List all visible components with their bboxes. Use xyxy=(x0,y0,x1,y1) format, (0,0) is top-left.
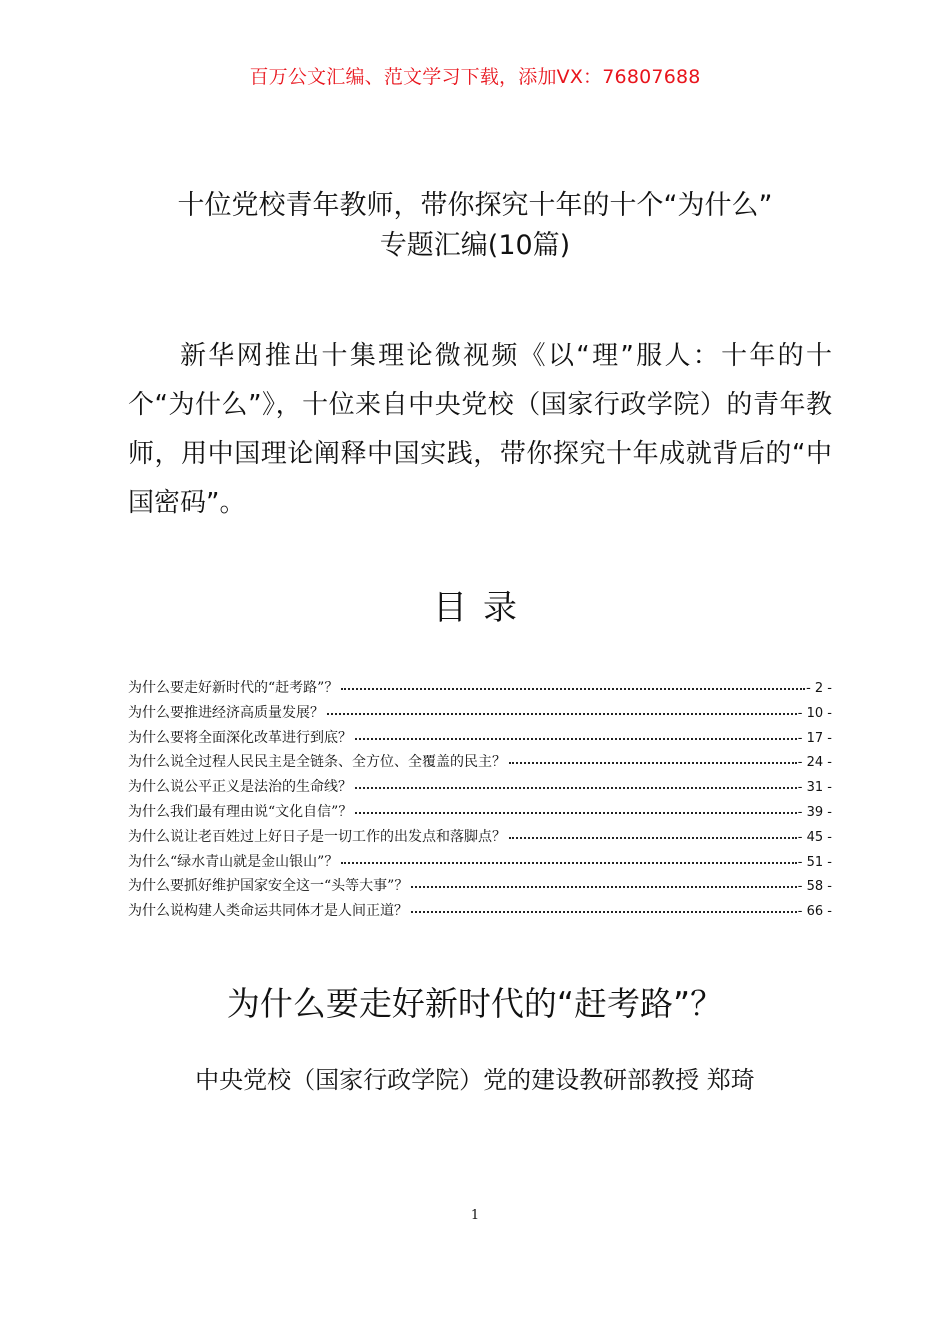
toc-entry-title: 为什么要走好新时代的“赶考路”？ xyxy=(128,680,339,696)
article-title: 为什么要走好新时代的“赶考路”？ xyxy=(226,984,724,1023)
toc-entry-page: - 66 - xyxy=(797,904,832,920)
header-note: 百万公文汇编、范文学习下载，添加VX：76807688 xyxy=(249,66,701,88)
document-title-line-1: 十位党校青年教师，带你探究十年的十个“为什么” xyxy=(177,190,773,221)
toc-entry-page: - 31 - xyxy=(797,780,832,796)
document-title-line-2: 专题汇编(10篇) xyxy=(379,230,571,261)
toc-entry-page: - 39 - xyxy=(797,804,832,820)
toc-entry[interactable] xyxy=(128,677,832,702)
toc-dot-leader xyxy=(355,811,796,814)
toc-entry-title: 为什么要抓好维护国家安全这一“头等大事”？ xyxy=(128,878,409,895)
toc-dot-leader xyxy=(355,786,797,789)
toc-entry-title: 为什么说构建人类命运共同体才是人间正道？ xyxy=(128,903,408,920)
toc-entry-title: 为什么说全过程人民民主是全链条、全方位、全覆盖的民主？ xyxy=(128,754,506,771)
toc-entry-title: 为什么“绿水青山就是金山银山”？ xyxy=(128,853,339,870)
toc-entry-page: - 17 - xyxy=(797,730,832,746)
toc-dot-leader xyxy=(411,910,797,913)
toc-entry[interactable] xyxy=(128,727,832,752)
toc-dot-leader xyxy=(341,861,796,864)
toc-entry-page: - 24 - xyxy=(797,755,832,771)
toc-entry[interactable] xyxy=(128,900,832,925)
toc-entry[interactable] xyxy=(128,875,832,900)
toc-entry-title: 为什么说公平正义是法治的生命线？ xyxy=(128,779,352,796)
toc-entry-title: 为什么说让老百姓过上好日子是一切工作的出发点和落脚点？ xyxy=(128,828,506,845)
toc-entry-page: - 2 - xyxy=(806,681,832,696)
toc-entry[interactable] xyxy=(128,751,832,776)
toc-entry-page: - 51 - xyxy=(797,854,832,870)
toc-entry-page: - 45 - xyxy=(797,829,832,845)
toc-entry-page: - 58 - xyxy=(797,879,832,895)
toc-dot-leader xyxy=(355,737,797,740)
toc-dot-leader xyxy=(411,885,796,888)
toc-entry[interactable] xyxy=(128,801,832,826)
table-of-contents xyxy=(128,677,832,925)
toc-entry[interactable] xyxy=(128,776,832,801)
toc-dot-leader xyxy=(341,687,805,690)
article-author: 中央党校（国家行政学院）党的建设教研部教授 郑琦 xyxy=(195,1066,755,1094)
toc-entry-page: - 10 - xyxy=(797,705,832,721)
toc-entry[interactable] xyxy=(128,702,832,727)
toc-entry[interactable] xyxy=(128,851,832,876)
intro-paragraph: 新华网推出十集理论微视频《以“理”服人：十年的十个“为什么”》，十位来自中央党校（国家行政学院）的青年教师，用中国理论阐释中国实践，带你探究十年成就背后的“中国密码”。 xyxy=(128,341,832,518)
toc-dot-leader xyxy=(509,836,797,839)
toc-entry-title: 为什么我们最有理由说“文化自信”？ xyxy=(128,803,353,820)
toc-entry[interactable] xyxy=(128,826,832,851)
toc-dot-leader xyxy=(509,761,797,764)
document-title xyxy=(0,186,950,266)
toc-entry-title: 为什么要将全面深化改革进行到底？ xyxy=(128,729,352,746)
page-number: 1 xyxy=(470,1208,480,1223)
toc-heading: 目录 xyxy=(433,588,533,628)
toc-dot-leader xyxy=(327,712,797,715)
toc-entry-title: 为什么要推进经济高质量发展？ xyxy=(128,704,324,721)
